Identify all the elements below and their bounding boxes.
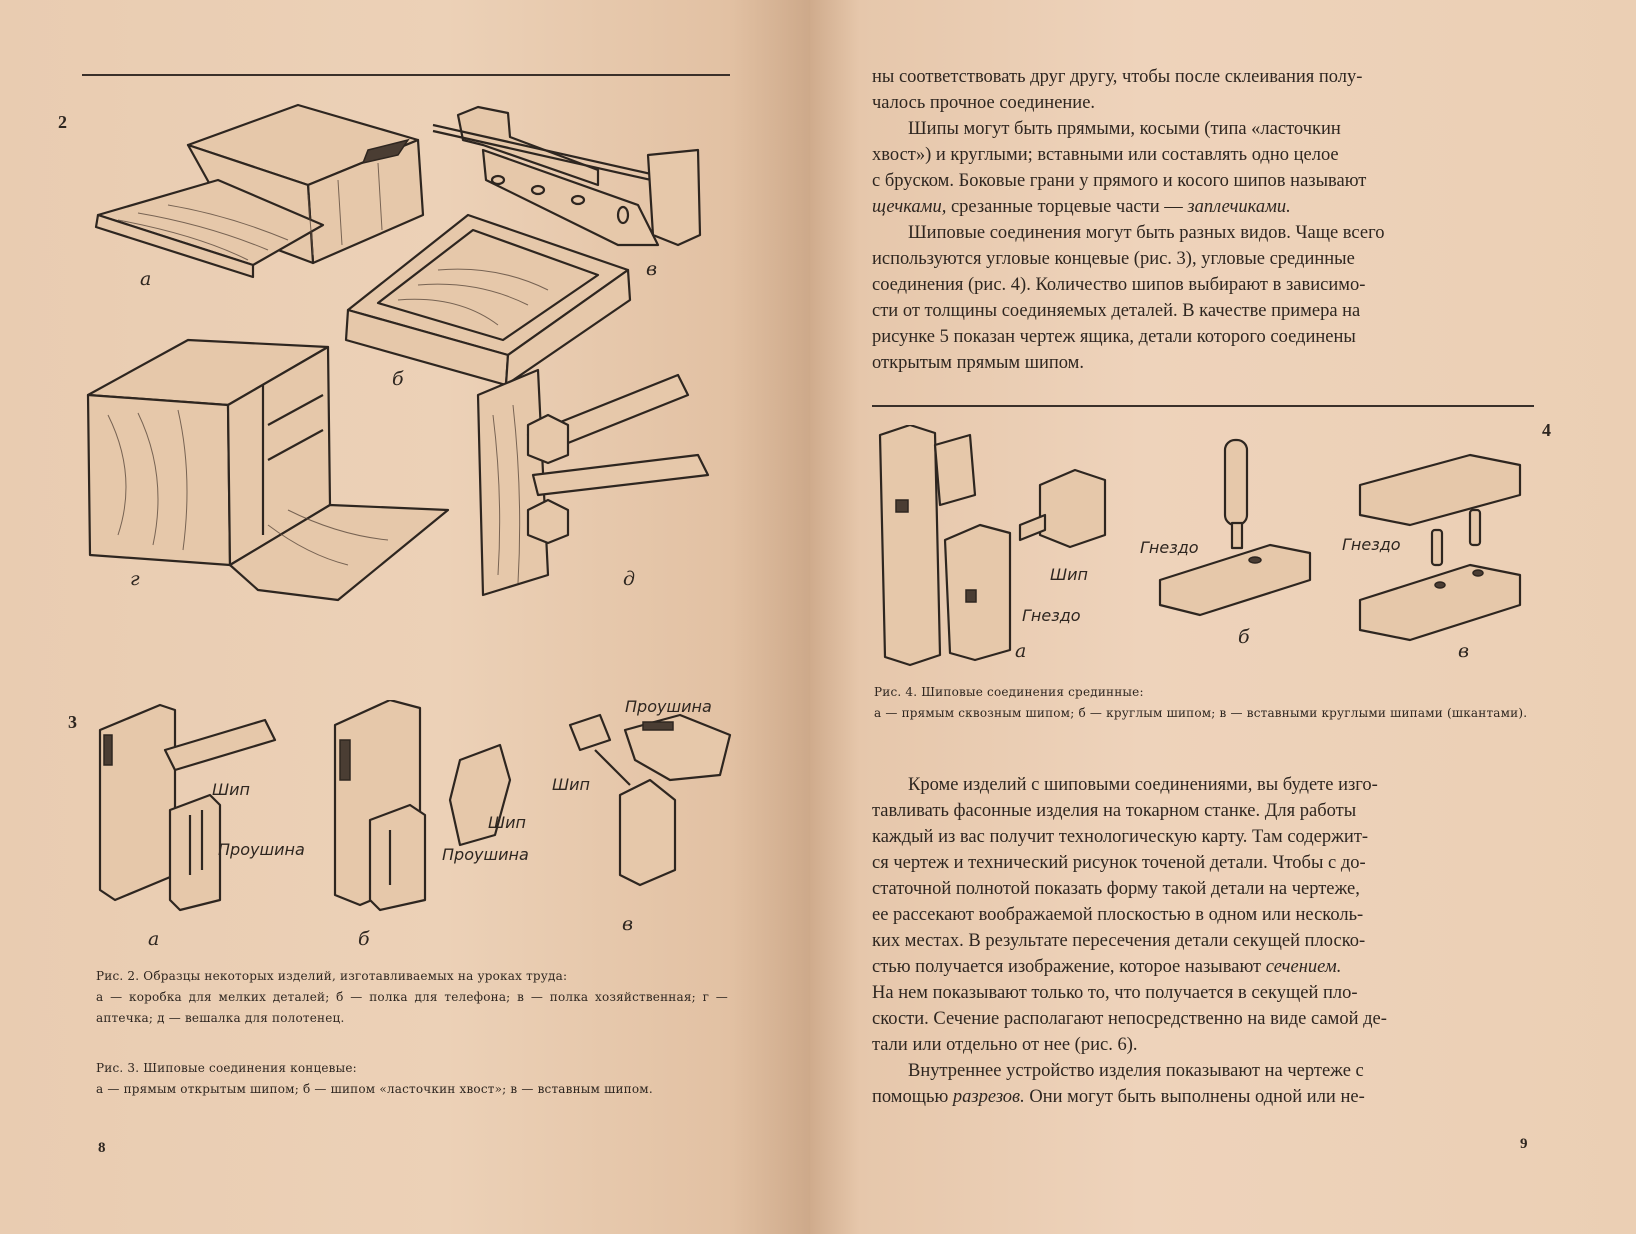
text-fragment: стью получается изображение, которое называют [872, 957, 1266, 977]
text-line: статочной полнотой показать форму такой детали на чертеже, [872, 879, 1360, 899]
page-number-right: 9 [1520, 1136, 1528, 1152]
text-line: чалось прочное соединение. [872, 93, 1096, 113]
text-line: сти от толщины соединяемых деталей. В качестве примера на [872, 301, 1361, 321]
fig2-label-d: д [623, 568, 636, 590]
text-line: ся чертеж и технический рисунок точеной детали. Чтобы с до- [872, 853, 1366, 873]
caption-3-title: Рис. 3. Шиповые соединения концевые: [96, 1061, 357, 1075]
fig3-joint-b [335, 700, 510, 910]
fig2-box-a [96, 105, 423, 277]
fig4-label-gnezdo-b: Гнездо [1140, 538, 1199, 557]
figure-3-caption [96, 1058, 728, 1100]
fig3-label-proushina-b: Проушина [442, 845, 529, 864]
fig4-label-b: б [1238, 626, 1250, 648]
fig4-label-a: а [1015, 640, 1027, 662]
text-line: хвост») и круглыми; вставными или составлять одно целое [872, 145, 1339, 165]
text-line: ее рассекают воображаемой плоскостью в одном или несколь- [872, 905, 1364, 925]
text-line: соединения (рис. 4). Количество шипов выбирают в зависимо- [872, 275, 1366, 295]
caption-2-body: а — коробка для мелких деталей; б — полка для телефона; в — полка хозяйственная; г — аптечка; д — вешалка для полотенец. [96, 990, 728, 1025]
text-line [872, 194, 1534, 220]
fig3-joint-v [570, 715, 730, 885]
fig2-label-b: б [392, 368, 404, 390]
fig4-label-gnezdo-a: Гнездо [1022, 606, 1081, 625]
term-zaplechiki: заплечиками. [1187, 197, 1291, 217]
fig3-label-proushina-v: Проушина [625, 700, 712, 716]
text-line: На нем показывают только то, что получается в секущей пло- [872, 983, 1358, 1003]
text-line: Внутреннее устройство изделия показывают на чертеже с [908, 1061, 1364, 1081]
text-line [872, 1084, 1534, 1110]
term-sechenie: сечением. [1265, 957, 1342, 977]
text-line: ких местах. В результате пересечения детали секущей плоско- [872, 931, 1366, 951]
text-line: используются угловые концевые (рис. 3), угловые срединные [872, 249, 1355, 269]
figure-4-caption [874, 682, 1534, 724]
caption-4-body: а — прямым сквозным шипом; б — круглым шипом; в — вставными круглыми шипами (шкантами). [874, 706, 1528, 720]
fig2-label-g: г [130, 568, 140, 590]
caption-4-title: Рис. 4. Шиповые соединения срединные: [874, 685, 1144, 699]
text-line: Шиповые соединения могут быть разных видов. Чаще всего [908, 223, 1385, 243]
caption-2-title: Рис. 2. Образцы некоторых изделий, изготавливаемых на уроках труда: [96, 969, 568, 983]
text-line: с бруском. Боковые грани у прямого и косого шипов называют [872, 171, 1367, 191]
fig2-shelf-b [346, 215, 630, 385]
term-shchechki: щечками, [872, 197, 947, 217]
text-line: каждый из вас получит технологическую карту. Там содержит- [872, 827, 1369, 847]
fig2-label-a: а [140, 268, 152, 290]
text-line: скости. Сечение располагают непосредственно на виде самой де- [872, 1009, 1387, 1029]
fig4-label-gnezdo-v: Гнездо [1342, 535, 1401, 554]
figure-3-drawing [90, 700, 770, 955]
text-fragment: помощью [872, 1087, 953, 1107]
figure-2-number: 2 [58, 112, 67, 132]
text-line: ны соответствовать друг другу, чтобы после склеивания полу- [872, 67, 1363, 87]
text-line: Шипы могут быть прямыми, косыми (типа «ласточкин [908, 119, 1341, 139]
text-line [872, 954, 1534, 980]
top-rule [82, 74, 730, 76]
fig4-label-v: в [1458, 640, 1470, 662]
figure-2-drawing [78, 95, 758, 645]
fig3-label-a: а [148, 928, 160, 950]
text-line: тали или отдельно от нее (рис. 6). [872, 1035, 1138, 1055]
right-page [810, 0, 1636, 1234]
fig2-label-v: в [646, 258, 658, 280]
caption-3-body: а — прямым открытым шипом; б — шипом «ласточкин хвост»; в — вставным шипом. [96, 1082, 653, 1096]
figure-3-number: 3 [68, 712, 77, 732]
fig3-label-b: б [358, 928, 370, 950]
fig4-joint-b [1160, 440, 1310, 615]
fig4-label-ship: Шип [1050, 565, 1088, 584]
text-fragment: срезанные торцевые части — [946, 197, 1188, 217]
figure-4-number: 4 [1542, 420, 1551, 440]
fig3-label-ship-v: Шип [552, 775, 590, 794]
text-fragment: Они могут быть выполнены одной или не- [1024, 1087, 1365, 1107]
right-top-text [872, 64, 1534, 376]
fig2-hanger-d [478, 370, 708, 595]
figure-4-drawing [870, 425, 1550, 675]
right-bottom-text [872, 772, 1534, 1110]
term-razrezy: разрезов. [952, 1087, 1025, 1107]
fig3-label-v: в [622, 913, 634, 935]
fig3-label-ship-a: Шип [212, 780, 250, 799]
page-number-left: 8 [98, 1140, 106, 1156]
fig3-label-ship-b: Шип [488, 813, 526, 832]
text-line: тавливать фасонные изделия на токарном станке. Для работы [872, 801, 1357, 821]
figure-2-caption [96, 966, 728, 1029]
text-line: рисунке 5 показан чертеж ящика, детали которого соединены [872, 327, 1356, 347]
middle-rule [872, 405, 1534, 407]
fig3-label-proushina-a: Проушина [218, 840, 305, 859]
text-line: открытым прямым шипом. [872, 353, 1085, 373]
fig3-joint-a [100, 705, 275, 910]
left-page [0, 0, 810, 1234]
fig4-joint-a [880, 425, 1105, 665]
text-line: Кроме изделий с шиповыми соединениями, вы будете изго- [908, 775, 1378, 795]
